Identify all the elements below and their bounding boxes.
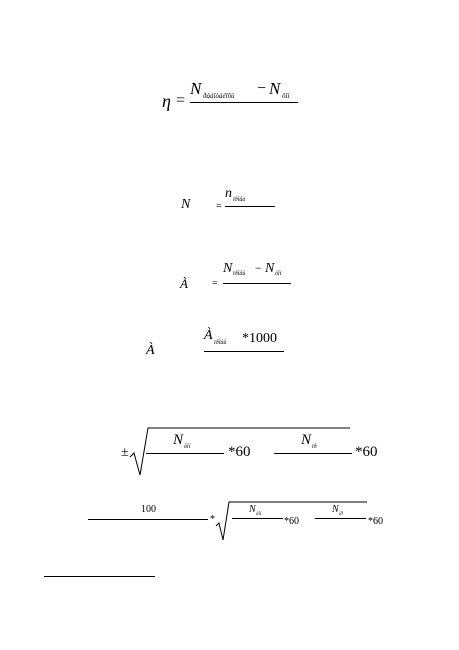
- fraction-bar-2: [274, 453, 352, 454]
- background-symbol: N: [269, 79, 281, 98]
- fraction-bar-1: [146, 453, 224, 454]
- multiplier-1: *60: [284, 516, 299, 527]
- a-symbol: À: [180, 276, 188, 291]
- numerator-symbol: N: [190, 79, 202, 98]
- a-symbol: À: [146, 343, 155, 358]
- multiplier-2: *60: [368, 516, 383, 527]
- n2-symbol: N: [332, 504, 339, 515]
- numerator-100: 100: [141, 504, 156, 515]
- fraction-bar: [223, 283, 291, 284]
- numerator-subscript: ðàáîòàëîñü: [203, 92, 235, 100]
- numerator-symbol: N: [223, 261, 233, 276]
- multiplier-2: *60: [355, 444, 378, 460]
- background-subscript: ôîí: [282, 92, 290, 100]
- equals-sign: =: [176, 92, 186, 109]
- n1-subscript: ôîí: [184, 444, 191, 450]
- n2-symbol: N: [301, 432, 312, 448]
- n2-subscript: ïð: [339, 512, 343, 517]
- numerator-subscript: ïðîâà: [233, 197, 246, 203]
- n1-symbol: N: [173, 432, 184, 448]
- star-sign: *: [210, 514, 215, 525]
- fraction-bar: [225, 206, 275, 207]
- equals-sign: =: [212, 278, 218, 289]
- n-symbol: N: [181, 197, 191, 212]
- multiplier-text: *1000: [242, 331, 277, 346]
- background-subscript: ôîí: [275, 271, 282, 277]
- fraction-bar-1: [232, 518, 283, 519]
- minus-sign: −: [255, 261, 262, 275]
- background-symbol: N: [265, 261, 275, 276]
- plus-minus-sign: ±: [121, 445, 129, 460]
- n1-subscript: ôîí: [256, 512, 262, 517]
- minus-sign: −: [257, 80, 267, 97]
- equals-sign: =: [216, 201, 222, 212]
- fraction-bar: [204, 351, 284, 352]
- numerator-subscript: ïðîâû: [233, 271, 246, 277]
- eta-symbol: η: [162, 91, 171, 111]
- n1-symbol: N: [249, 504, 256, 515]
- numerator-symbol: À: [204, 328, 213, 343]
- numerator-symbol: n: [225, 186, 232, 201]
- fraction-bar: [190, 102, 298, 103]
- numerator-subscript: ïðîâû: [214, 340, 227, 346]
- fraction-bar-2: [315, 518, 366, 519]
- n2-subscript: ïð: [312, 444, 317, 450]
- footnote-separator: [44, 576, 155, 577]
- fraction-bar-main: [88, 519, 208, 520]
- multiplier-1: *60: [228, 444, 251, 460]
